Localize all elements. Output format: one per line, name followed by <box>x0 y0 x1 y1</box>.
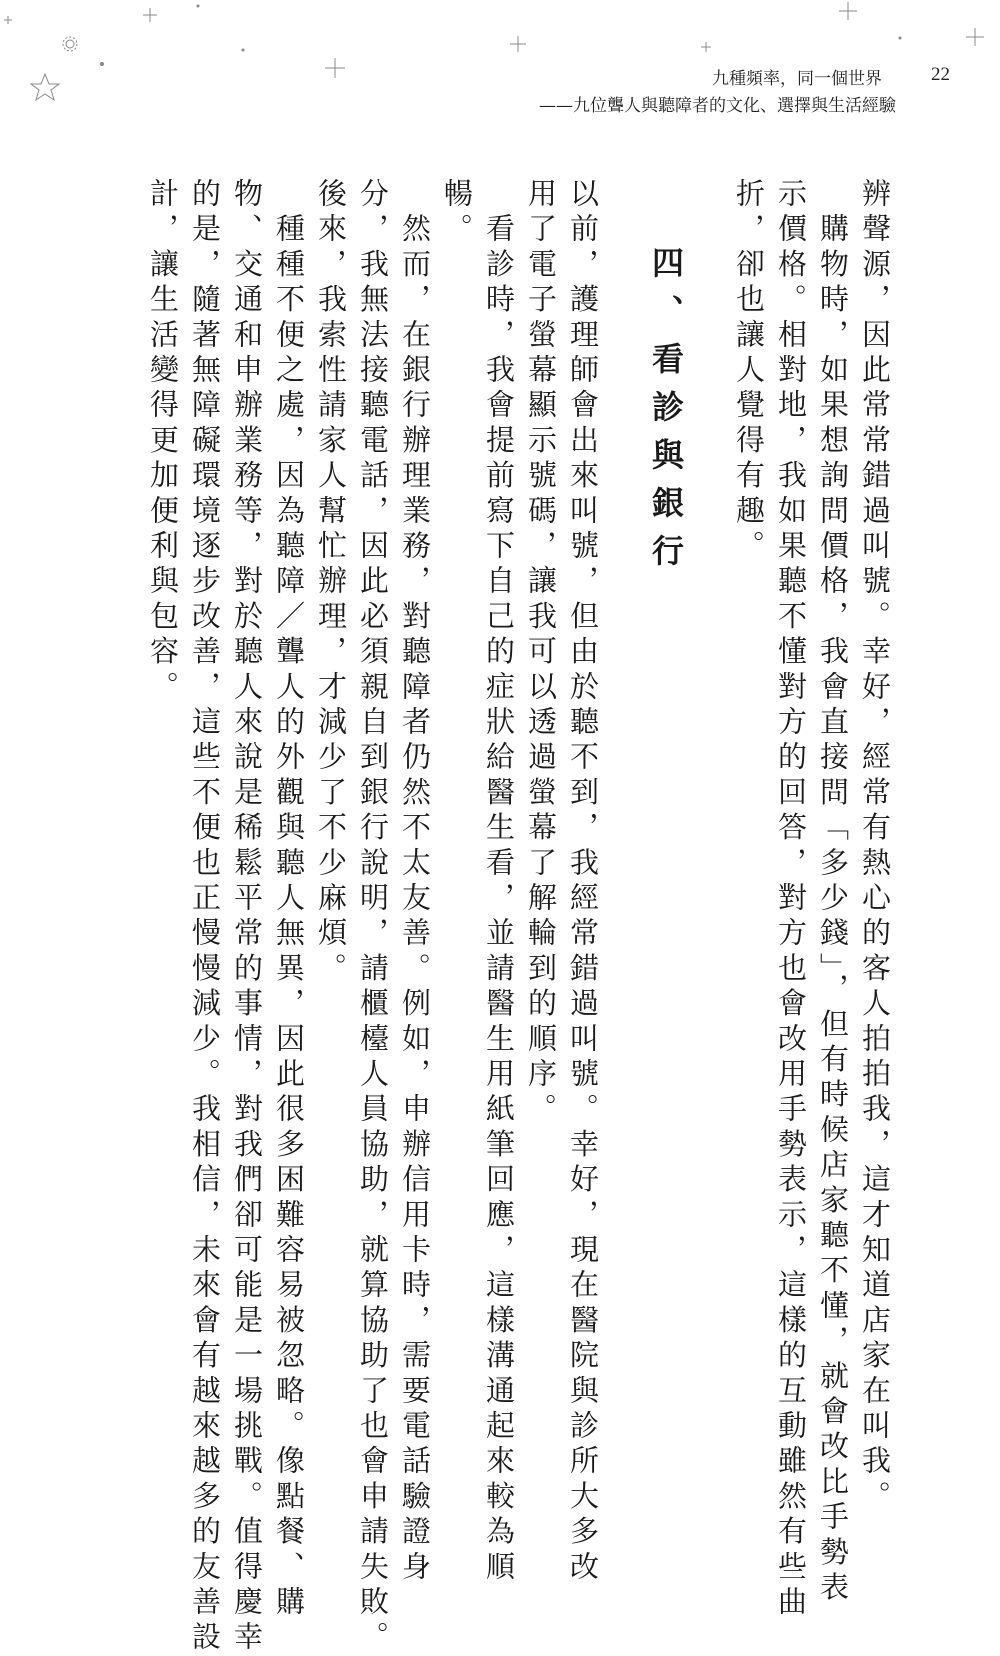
text-column: 購物時，如果想詢問價格，我會直接問「多少錢」，但有時候店家聽不懂，就會改比手勢表 <box>816 178 850 1607</box>
page-number: 22 <box>931 64 950 85</box>
book-subtitle: ——九位聾人與聽障者的文化、選擇與生活經驗 <box>539 96 896 116</box>
section-heading: 四、看診與銀行 <box>647 246 685 582</box>
text-column: 物、交通和申辦業務等，對於聽人來說是稀鬆平常的事情，對我們卻可能是一場挑戰。值得慶幸 <box>230 178 264 1656</box>
text-column: 看診時，我會提前寫下自己的症狀給醫生看，並請醫生用紙筆回應，這樣溝通起來較為順 <box>482 178 516 1586</box>
text-column: 用了電子螢幕顯示號碼，讓我可以透過螢幕了解輪到的順序。 <box>524 178 558 1129</box>
text-column: 暢。 <box>440 178 474 249</box>
book-title: 九種頻率，同一個世界 <box>712 69 882 89</box>
text-column: 辨聲源，因此常常錯過叫號。幸好，經常有熱心的客人拍拍我，這才知道店家在叫我。 <box>858 178 892 1516</box>
text-column: 的是，隨著無障礙環境逐步改善，這些不便也正慢慢減少。我相信，未來會有越來越多的友善設 <box>188 178 222 1656</box>
text-column: 後來，我索性請家人幫忙辦理，才減少了不少麻煩。 <box>314 178 348 988</box>
text-column: 折，卻也讓人覺得有趣。 <box>732 178 766 566</box>
text-column: 種種不便之處，因為聽障／聾人的外觀與聽人無異，因此很多困難容易被忽略。像點餐、購 <box>272 178 306 1622</box>
text-column: 然而，在銀行辦理業務，對聽障者仍然不太友善。例如，申辦信用卡時，需要電話驗證身 <box>398 178 432 1586</box>
text-column: 以前，護理師會出來叫號，但由於聽不到，我經常錯過叫號。幸好，現在醫院與診所大多改 <box>566 178 600 1586</box>
text-column: 示價格。相對地，我如果聽不懂對方的回答，對方也會改用手勢表示，這樣的互動雖然有些曲 <box>774 178 808 1622</box>
text-column: 分，我無法接聽電話，因此必須親自到銀行說明，請櫃檯人員協助，就算協助了也會申請失敗。 <box>356 178 390 1656</box>
text-column: 計，讓生活變得更加便利與包容。 <box>146 178 180 706</box>
